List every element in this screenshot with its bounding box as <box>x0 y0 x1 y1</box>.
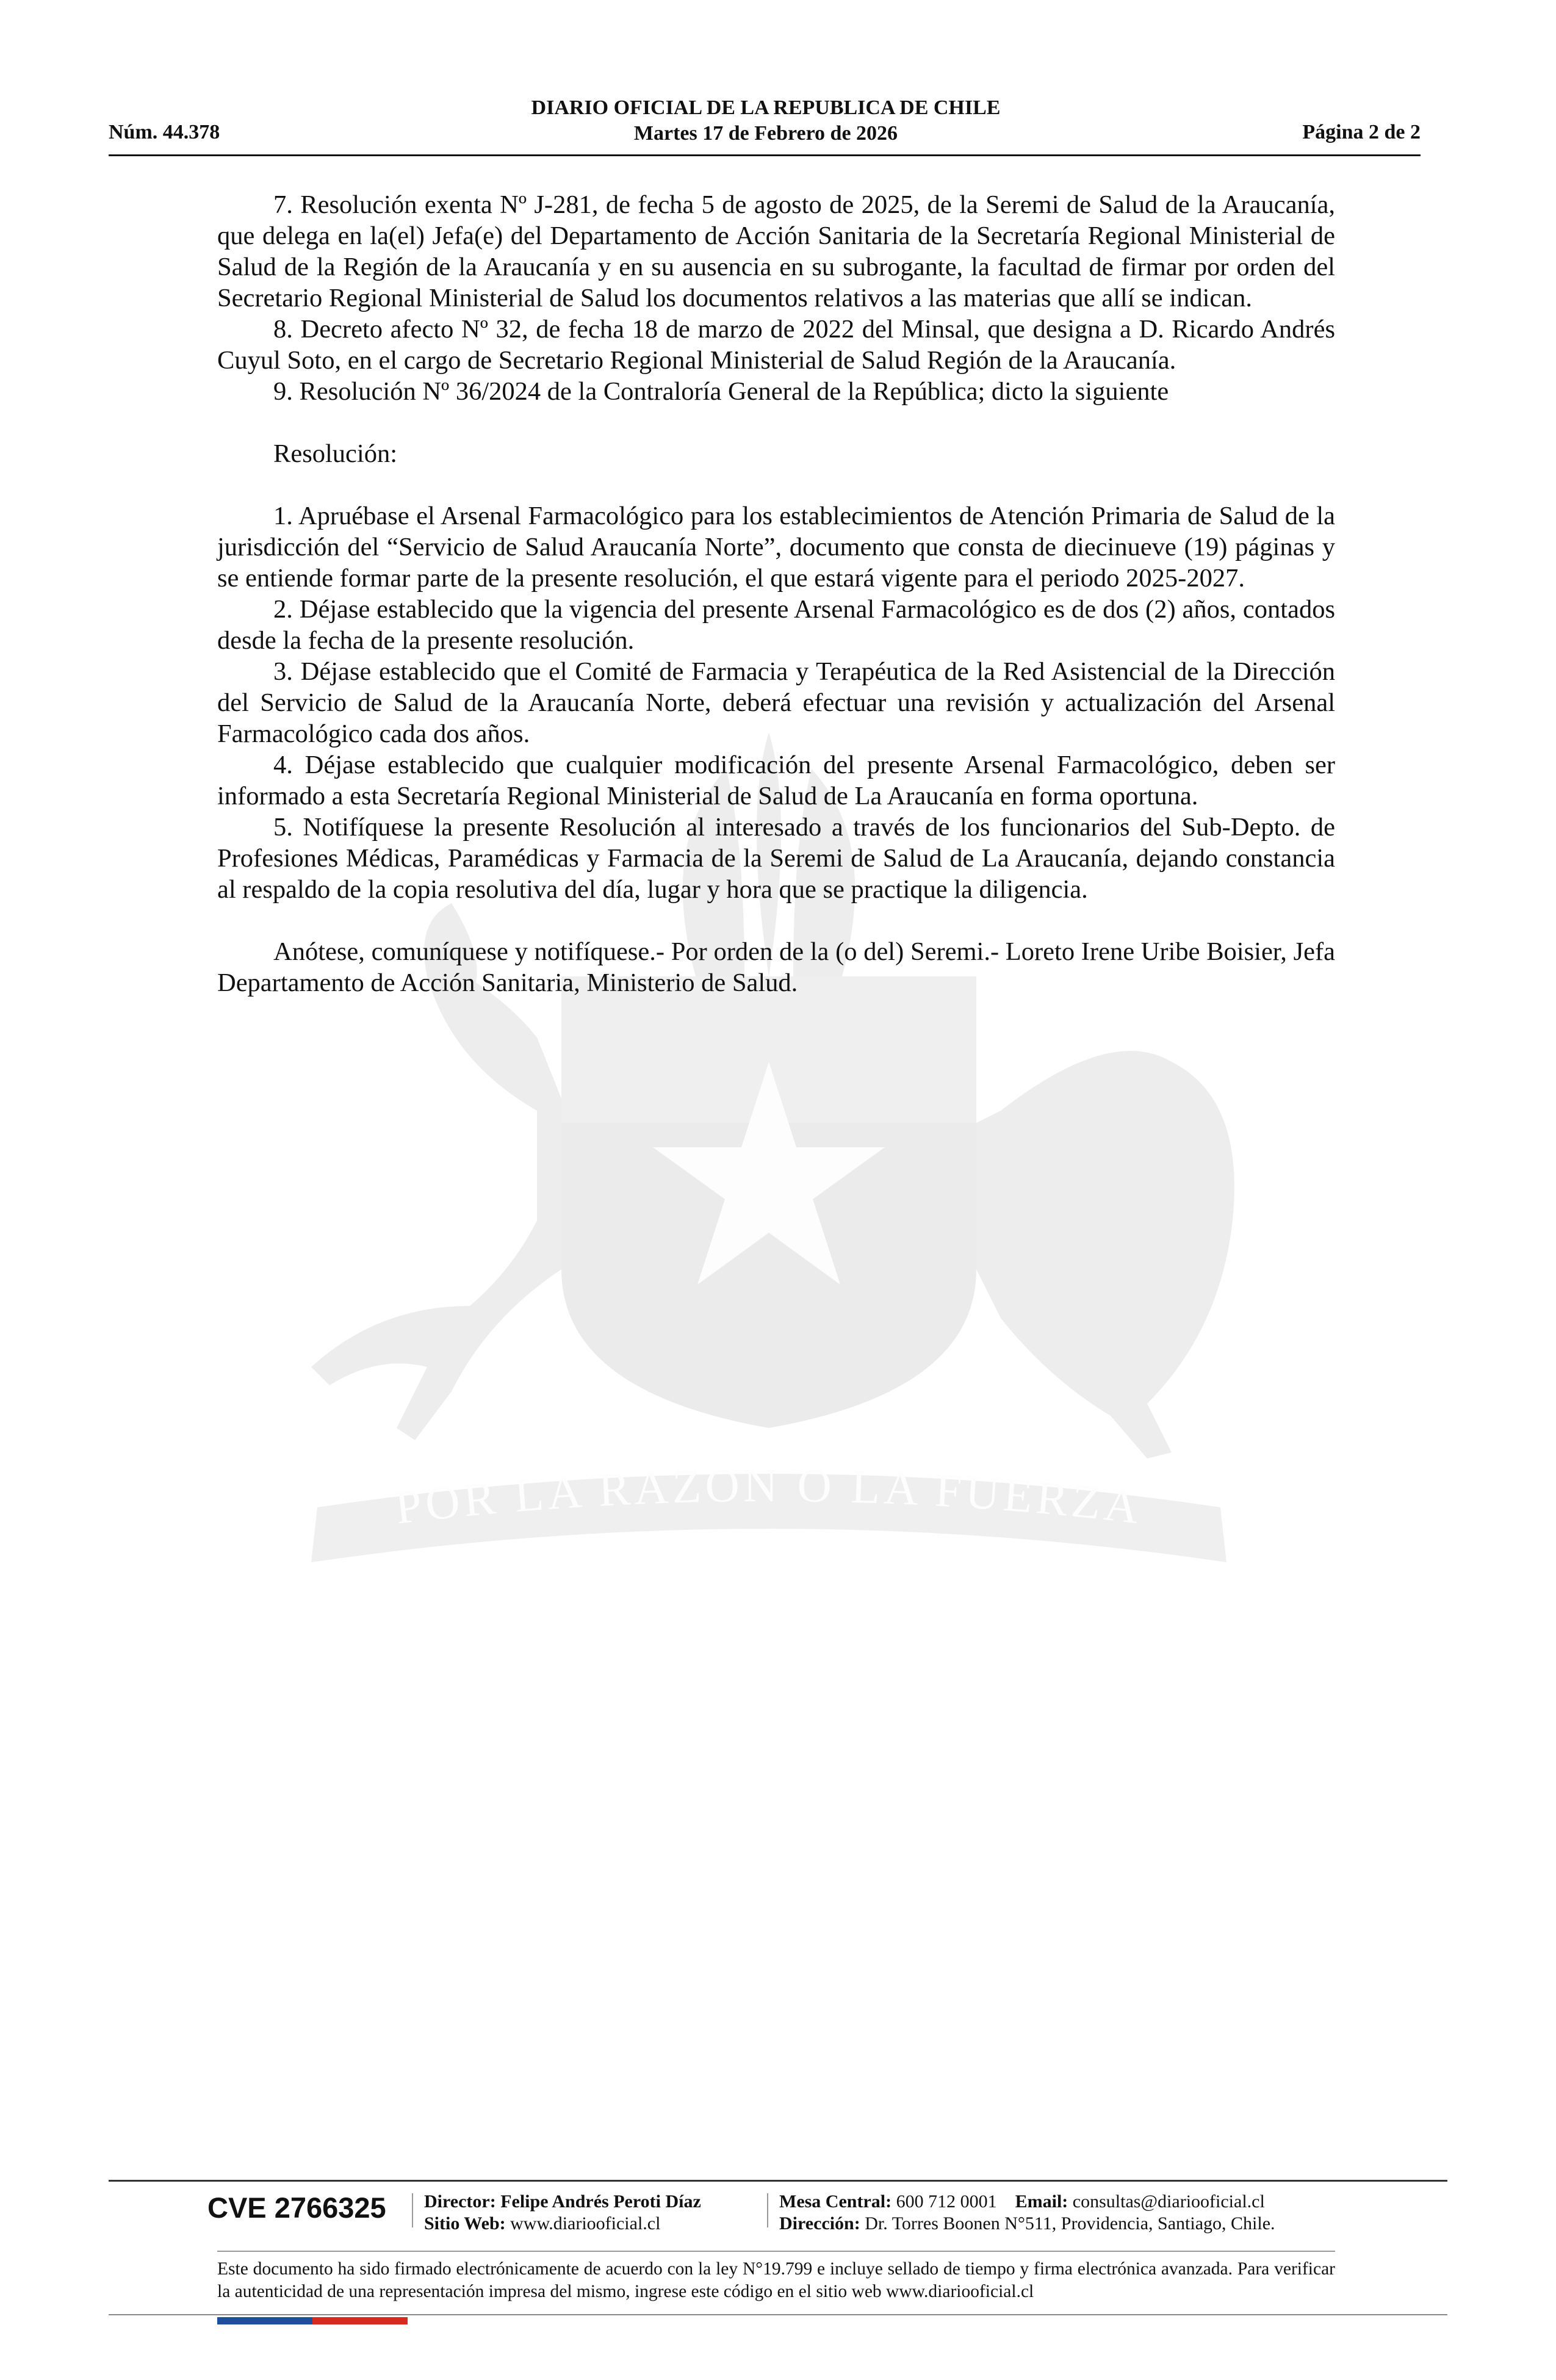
footer-divider-bottom <box>109 2314 1447 2315</box>
phone-value: 600 712 0001 <box>896 2191 997 2212</box>
email-label: Email: <box>1015 2191 1068 2212</box>
website-link[interactable]: www.diariooficial.cl <box>510 2213 661 2234</box>
document-body <box>217 189 1335 998</box>
address-label: Dirección: <box>779 2213 860 2234</box>
considerando-7: 7. Resolución exenta Nº J-281, de fecha 5 de agosto de 2025, de la Seremi de Salud de la Araucanía, que delega en la(el) Jefa(e) del Departamento de Acción Sanitaria de la Secretaría Regional Ministerial de Salud de la Región de la Araucanía y en su ausencia en su subrogante, la facultad de firmar por orden del Secretario Regional Ministerial de Salud los documentos relativos a las materias que allí se indican. <box>217 190 1335 312</box>
considerando-8: 8. Decreto afecto Nº 32, de fecha 18 de marzo de 2022 del Minsal, que designa a D. Ricardo Andrés Cuyul Soto, en el cargo de Secretario Regional Ministerial de Salud Región de la Araucanía. <box>217 315 1335 375</box>
flag-stripe-blue <box>217 2317 312 2324</box>
issue-number: Núm. 44.378 <box>109 121 220 143</box>
footer-divider-top <box>109 2180 1447 2182</box>
website-label: Sitio Web: <box>424 2213 506 2234</box>
footer-separator <box>412 2193 413 2227</box>
director-label: Director: <box>424 2191 496 2212</box>
resolution-item-2: 2. Déjase establecido que la vigencia del presente Arsenal Farmacológico es de dos (2) años, contados desde la fecha de la presente resolución. <box>217 595 1335 655</box>
cve-code: CVE 2766325 <box>207 2191 386 2224</box>
resolution-item-5: 5. Notifíquese la presente Resolución al interesado a través de los funcionarios del Sub-Depto. de Profesiones Médicas, Paramédicas y Farmacia de la Seremi de Salud de La Araucanía, dejando constancia al respaldo de la copia resolutiva del día, lugar y hora que se practique la diligencia. <box>217 813 1335 904</box>
legal-notice: Este documento ha sido firmado electrónicamente de acuerdo con la ley N°19.799 e incluye sellado de tiempo y firma electrónica avanzada. Para verificar la autenticidad de una representación impresa del mismo, ingrese este código en el sitio web www.diariooficial.cl <box>217 2259 1335 2301</box>
resolution-item-1: 1. Apruébase el Arsenal Farmacológico para los establecimientos de Atención Primaria de Salud de la jurisdicción del “Servicio de Salud Araucanía Norte”, documento que consta de diecinueve (19) páginas y se entiende formar parte de la presente resolución, el que estará vigente para el periodo 2025-2027. <box>217 502 1335 593</box>
director-name: Felipe Andrés Peroti Díaz <box>500 2191 701 2212</box>
spacer <box>217 905 1335 936</box>
flag-stripe-red <box>312 2317 408 2324</box>
resolution-heading: Resolución: <box>273 439 398 468</box>
publication-name: DIARIO OFICIAL DE LA REPUBLICA DE CHILE <box>531 96 1001 119</box>
phone-label: Mesa Central: <box>779 2191 892 2212</box>
address-value: Dr. Torres Boonen N°511, Providencia, Santiago, Chile. <box>865 2213 1275 2234</box>
resolution-item-3: 3. Déjase establecido que el Comité de Farmacia y Terapéutica de la Red Asistencial de la Dirección del Servicio de Salud de la Araucanía Norte, deberá efectuar una revisión y actualización del Arsenal Farmacológico cada dos años. <box>217 657 1335 748</box>
condor-shape <box>976 1051 1234 1459</box>
flag-stripe <box>217 2317 408 2324</box>
header-divider <box>109 154 1421 156</box>
closing-signature: Anótese, comuníquese y notifíquese.- Por orden de la (o del) Seremi.- Loreto Irene Uribe Boisier, Jefa Departamento de Acción Sanitaria, Ministerio de Salud. <box>217 937 1335 997</box>
footer-divider-mid <box>217 2251 1335 2252</box>
motto-text: POR LA RAZON O LA FUERZA <box>392 1458 1146 1534</box>
email-link[interactable]: consultas@diariooficial.cl <box>1072 2191 1265 2212</box>
considerando-9: 9. Resolución Nº 36/2024 de la Contraloría General de la República; dicto la siguiente <box>273 377 1169 406</box>
spacer <box>217 407 1335 438</box>
footer-director-block <box>424 2191 701 2235</box>
spacer <box>217 469 1335 500</box>
page-number: Página 2 de 2 <box>1302 121 1421 143</box>
publication-date: Martes 17 de Febrero de 2026 <box>633 122 898 145</box>
footer-separator <box>767 2193 768 2227</box>
footer-contact-block <box>779 2191 1275 2235</box>
resolution-item-4: 4. Déjase establecido que cualquier modificación del presente Arsenal Farmacológico, deben ser informado a esta Secretaría Regional Ministerial de Salud de La Araucanía en forma oportuna. <box>217 751 1335 810</box>
